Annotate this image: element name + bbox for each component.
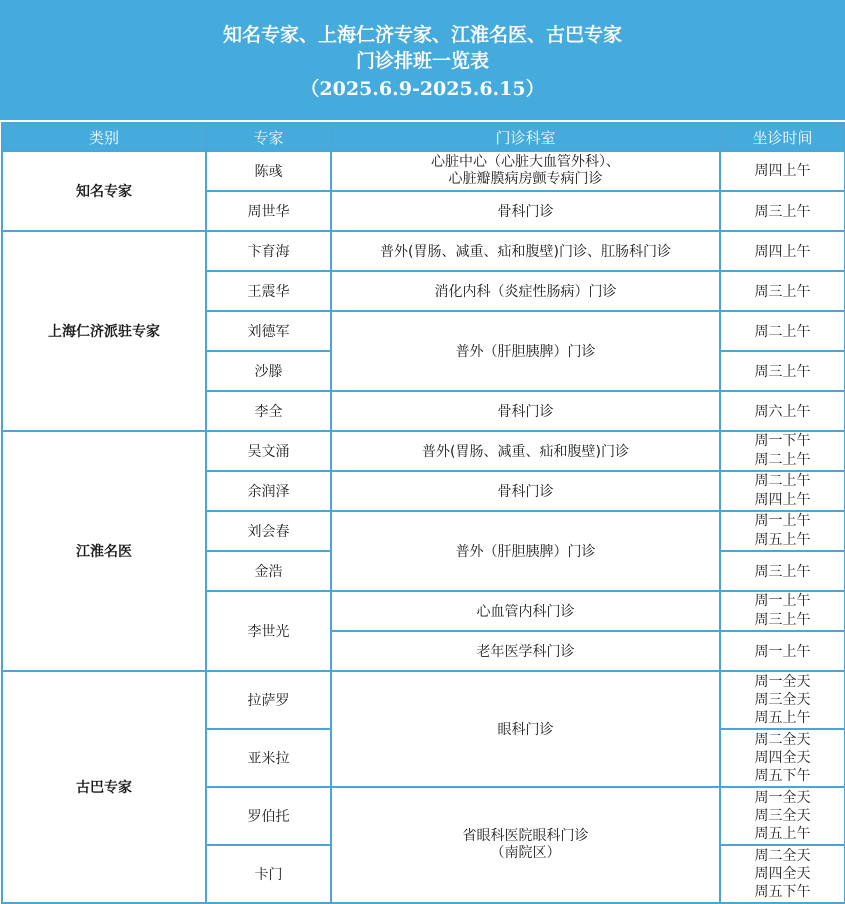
time-line: 周五下午 [754,768,811,784]
time-line: 周三全天 [754,692,811,708]
category-cell: 上海仁济派驻专家 [2,231,206,431]
header-row [2,123,845,151]
department-cell: 骨科门诊 [331,391,720,431]
expert-cell: 沙滕 [206,351,331,391]
expert-cell: 卡门 [206,845,331,903]
time-line: 周四全天 [754,866,811,882]
time-cell [720,671,845,729]
department-cell: 普外（肝胆胰脾）门诊 [331,511,720,591]
department-cell: 心血管内科门诊 [331,591,720,631]
table-row [2,671,845,729]
time-line: 周五上午 [754,826,811,842]
header-department: 门诊科室 [331,123,720,151]
time-line: 周四全天 [754,750,811,766]
title-line-2: 门诊排班一览表 [355,50,489,72]
department-line: （南院区） [490,845,561,861]
department-line: 省眼科医院眼科门诊 [462,828,589,844]
expert-cell: 刘会春 [206,511,331,551]
expert-cell: 李世光 [206,591,331,671]
expert-cell: 余润泽 [206,471,331,511]
time-line: 周三全天 [754,808,811,824]
expert-cell: 卞育海 [206,231,331,271]
time-cell: 周三上午 [720,551,845,591]
time-line: 周三上午 [754,612,811,628]
time-cell [720,845,845,903]
department-cell [331,787,720,903]
time-cell: 周二上午 [720,311,845,351]
time-cell [720,471,845,511]
time-cell [720,591,845,631]
department-cell: 骨科门诊 [331,191,720,231]
department-cell: 老年医学科门诊 [331,631,720,671]
table-row [2,431,845,471]
schedule-table [1,122,845,904]
time-cell: 周三上午 [720,351,845,391]
title-line-1: 知名专家、上海仁济专家、江淮名医、古巴专家 [222,24,622,46]
time-cell [720,511,845,551]
time-line: 周二上午 [754,473,811,489]
time-line: 周二全天 [754,848,811,864]
category-cell: 江淮名医 [2,431,206,671]
time-line: 周二上午 [754,452,811,468]
expert-cell: 陈彧 [206,151,331,191]
time-line: 周二全天 [754,732,811,748]
table-row [2,151,845,191]
expert-cell: 周世华 [206,191,331,231]
time-cell: 周三上午 [720,271,845,311]
header-category: 类别 [2,123,206,151]
expert-cell: 李全 [206,391,331,431]
department-cell: 骨科门诊 [331,471,720,511]
expert-cell: 拉萨罗 [206,671,331,729]
time-cell [720,787,845,845]
time-cell: 周四上午 [720,231,845,271]
department-line: 心脏瓣膜病房颤专病门诊 [448,171,603,187]
header-time: 坐诊时间 [720,123,845,151]
expert-cell: 罗伯托 [206,787,331,845]
time-cell: 周一上午 [720,631,845,671]
time-line: 周五上午 [754,710,811,726]
department-cell: 普外（肝胆胰脾）门诊 [331,311,720,391]
header-expert: 专家 [206,123,331,151]
department-cell [331,151,720,191]
time-line: 周一上午 [754,593,811,609]
time-cell [720,729,845,787]
time-line: 周五下午 [754,884,811,900]
expert-cell: 王震华 [206,271,331,311]
department-cell: 眼科门诊 [331,671,720,787]
time-line: 周四上午 [754,162,811,179]
time-line: 周一全天 [754,674,811,690]
time-cell [720,431,845,471]
expert-cell: 亚米拉 [206,729,331,787]
time-line: 周四上午 [754,492,811,508]
time-line: 周一下午 [754,433,811,449]
time-cell [720,151,845,191]
table-row [2,231,845,271]
title-date-range: （2025.6.9-2025.6.15） [300,78,545,100]
category-cell: 古巴专家 [2,671,206,903]
title-banner [0,0,845,120]
time-line: 周一全天 [754,790,811,806]
time-line: 周五上午 [754,532,811,548]
department-cell: 普外(胃肠、减重、疝和腹壁)门诊、肛肠科门诊 [331,231,720,271]
time-cell: 周三上午 [720,191,845,231]
department-cell: 普外(胃肠、减重、疝和腹壁)门诊 [331,431,720,471]
department-line: 心脏中心（心脏大血管外科）、 [431,154,620,170]
expert-cell: 吴文涌 [206,431,331,471]
time-line: 周一上午 [754,513,811,529]
category-cell: 知名专家 [2,151,206,231]
department-cell: 消化内科（炎症性肠病）门诊 [331,271,720,311]
expert-cell: 金浩 [206,551,331,591]
expert-cell: 刘德军 [206,311,331,351]
time-cell: 周六上午 [720,391,845,431]
